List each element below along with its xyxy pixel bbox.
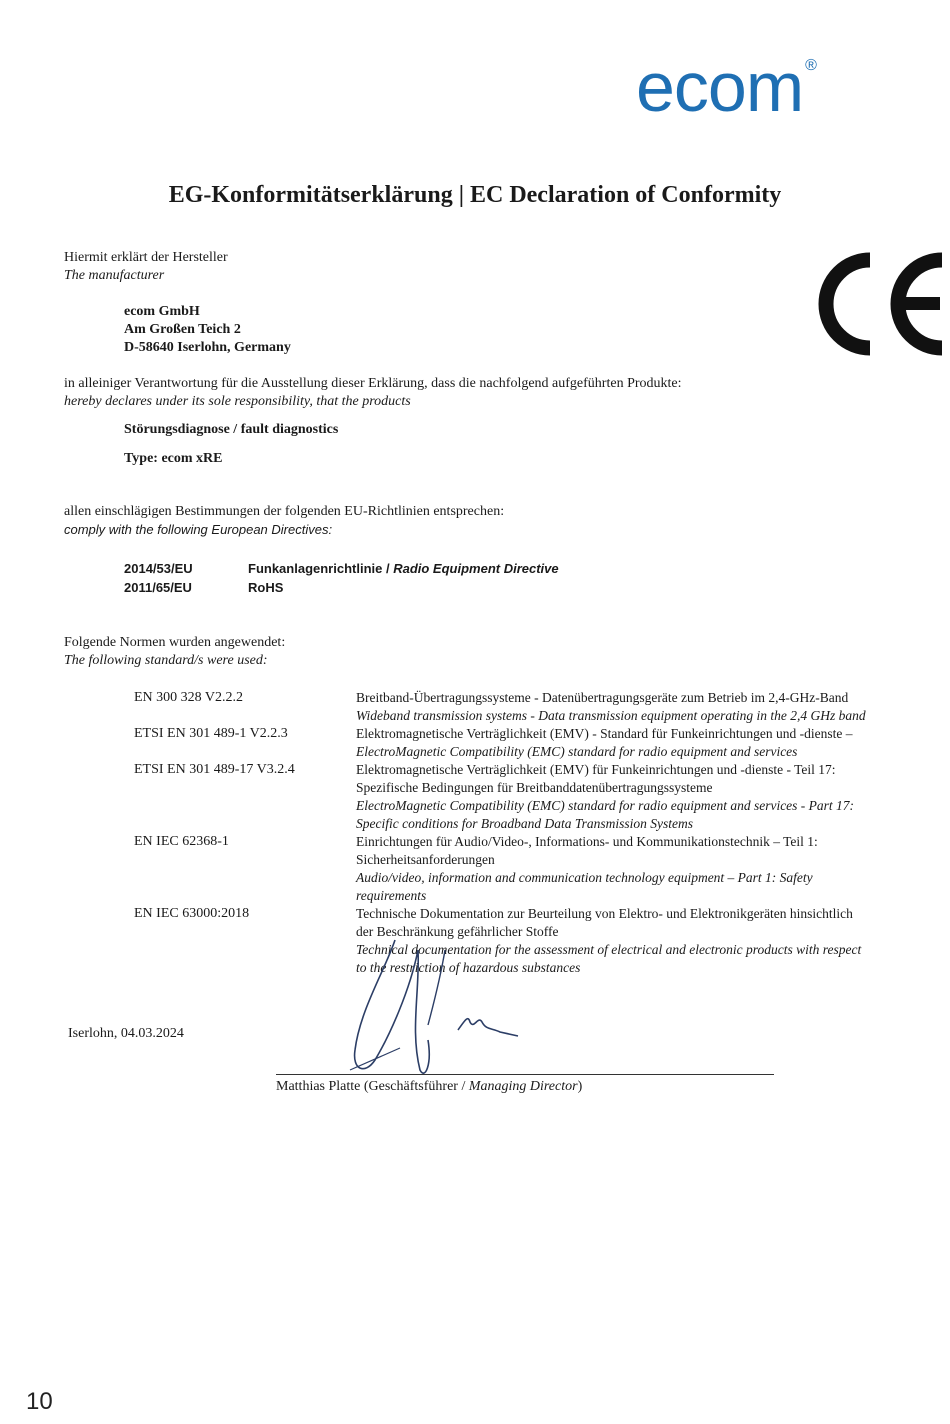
manufacturer-street: Am Großen Teich 2	[124, 322, 241, 337]
place-date: Iserlohn, 04.03.2024	[68, 1026, 184, 1041]
directive-name: Funkanlagenrichtlinie / Radio Equipment Directive	[248, 561, 559, 576]
product-name: Störungsdiagnose / fault diagnostics	[124, 422, 339, 437]
logo-text: ecom	[636, 48, 804, 126]
standard-row	[134, 833, 944, 905]
registered-mark: ®	[805, 57, 816, 74]
manufacturer-label-de: Hiermit erklärt der Hersteller	[64, 250, 228, 265]
signatory: Matthias Platte (Geschäftsführer / Managing Director)	[276, 1079, 583, 1094]
standards-intro-en: The following standard/s were used:	[64, 653, 268, 668]
ce-mark-icon	[812, 248, 948, 360]
product-type: Type: ecom xRE	[124, 451, 223, 466]
responsibility-de: in alleiniger Verantwortung für die Ausstellung dieser Erklärung, dass die nachfolgend aufgeführten Produkte:	[64, 376, 682, 391]
directive-code: 2011/65/EU	[124, 580, 192, 595]
standard-description: Elektromagnetische Verträglichkeit (EMV) - Standard für Funkeinrichtungen und -dienste – ElectroMagnetic Compatibility (EMC) standard for radio equipment and services	[356, 726, 853, 759]
standard-code: ETSI EN 301 489-17 V3.2.4	[134, 762, 295, 777]
directives-intro-en: comply with the following European Directives:	[64, 522, 333, 537]
standard-row	[134, 725, 944, 761]
responsibility-en: hereby declares under its sole responsibility, that the products	[64, 394, 411, 409]
standard-description: Technische Dokumentation zur Beurteilung von Elektro- und Elektronikgeräten hinsichtlich der Beschränkung gefährlicher Stoffe Technical documentation for the assessment of electrical and electronic products with respect to the restriction of hazardous substances	[356, 906, 862, 975]
standards-intro-de: Folgende Normen wurden angewendet:	[64, 635, 286, 650]
standard-row	[134, 761, 944, 833]
page-number: 10	[26, 1388, 53, 1415]
standard-code: EN 300 328 V2.2.2	[134, 690, 244, 705]
standard-description: Elektromagnetische Verträglichkeit (EMV) für Funkeinrichtungen und -dienste - Teil 17: Spezifische Bedingungen für Breitbanddatenübertragungssysteme ElectroMagnetic Compatibility (EMC) standard for radio equipment and services - Part 17: Specific conditions for Broadband Data Transmission Systems	[356, 762, 855, 831]
standard-description: Einrichtungen für Audio/Video-, Informations- und Kommunikationstechnik – Teil 1: Sicherheitsanforderungen Audio/video, information and communication technology equipment – Part 1: Safety requirements	[356, 834, 818, 903]
standard-description: Breitband-Übertragungssysteme - Datenübertragungsgeräte zum Betrieb im 2,4-GHz-Band Wideband transmission systems - Data transmission equipment operating in the 2,4 GHz band	[356, 690, 866, 723]
document-title: EG-Konformitätserklärung | EC Declaration of Conformity	[168, 182, 782, 208]
manufacturer-city: D-58640 Iserlohn, Germany	[124, 340, 291, 355]
directive-code: 2014/53/EU	[124, 561, 193, 576]
directive-name: RoHS	[248, 580, 284, 595]
standard-code: EN IEC 62368-1	[134, 834, 229, 849]
signature-icon	[340, 930, 540, 1080]
standard-row	[134, 689, 944, 725]
signature-line	[276, 1074, 774, 1075]
directives-intro-de: allen einschlägigen Bestimmungen der folgenden EU-Richtlinien entsprechen:	[64, 504, 505, 519]
standard-code: EN IEC 63000:2018	[134, 906, 250, 921]
ecom-logo	[636, 48, 816, 126]
manufacturer-name: ecom GmbH	[124, 304, 200, 319]
manufacturer-label-en: The manufacturer	[64, 268, 165, 283]
standard-code: ETSI EN 301 489-1 V2.2.3	[134, 726, 288, 741]
